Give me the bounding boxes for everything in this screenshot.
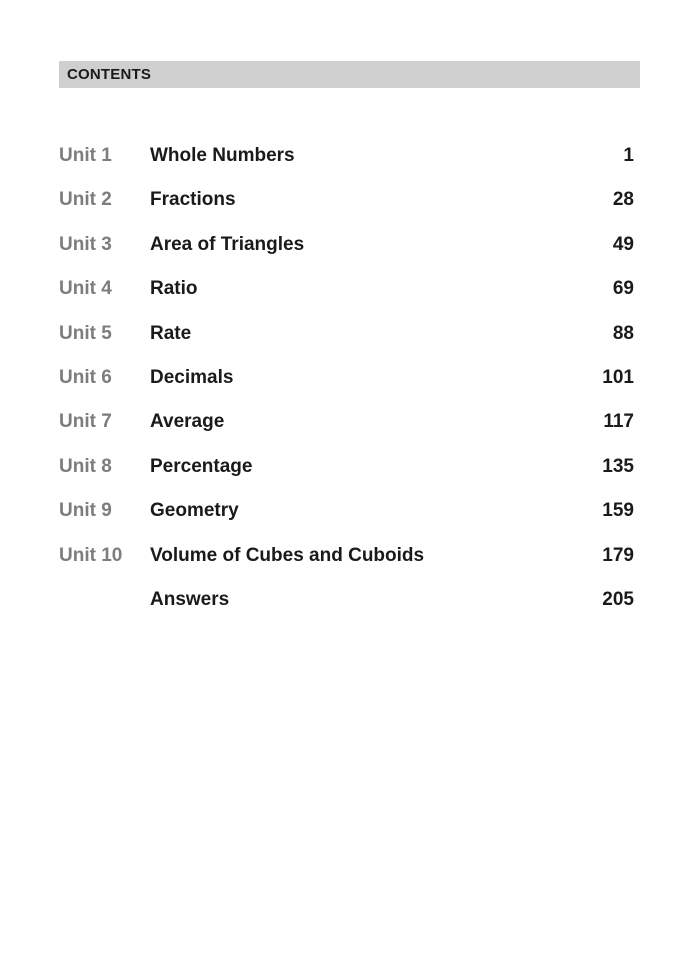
- entry-title: Ratio: [150, 278, 198, 300]
- page-number: 205: [602, 588, 634, 610]
- entry-title: Fractions: [150, 189, 236, 211]
- page-number: 69: [612, 278, 634, 300]
- page-number: 179: [602, 544, 634, 566]
- toc-row-unit-8[interactable]: [59, 452, 634, 496]
- page-number: 88: [612, 322, 634, 344]
- page-number: 101: [602, 366, 634, 388]
- table-of-contents: [59, 141, 634, 629]
- toc-row-unit-5[interactable]: [59, 319, 634, 363]
- entry-title: Decimals: [150, 366, 234, 388]
- unit-label: Unit 6: [59, 366, 112, 388]
- toc-row-unit-10[interactable]: [59, 541, 634, 585]
- toc-row-unit-2[interactable]: [59, 185, 634, 229]
- toc-row-unit-3[interactable]: [59, 230, 634, 274]
- toc-row-answers[interactable]: [59, 585, 634, 629]
- toc-row-unit-1[interactable]: [59, 141, 634, 185]
- page-number: 28: [612, 189, 634, 211]
- page-number: 49: [612, 233, 634, 255]
- contents-header-bar: [59, 61, 640, 88]
- entry-title: Area of Triangles: [150, 233, 305, 255]
- entry-title: Answers: [150, 588, 230, 610]
- unit-label: Unit 2: [59, 189, 112, 211]
- unit-label: Unit 3: [59, 233, 112, 255]
- page-number: 1: [623, 145, 634, 166]
- page-number: 159: [602, 500, 634, 522]
- unit-label: Unit 10: [59, 544, 123, 566]
- page-number: 117: [603, 411, 634, 433]
- page-number: 135: [602, 455, 634, 477]
- entry-title: Whole Numbers: [150, 145, 295, 166]
- entry-title: Volume of Cubes and Cuboids: [150, 544, 425, 566]
- unit-label: Unit 7: [59, 411, 112, 433]
- toc-row-unit-7[interactable]: [59, 407, 634, 451]
- unit-label: Unit 5: [59, 322, 112, 344]
- entry-title: Geometry: [150, 500, 239, 522]
- toc-row-unit-6[interactable]: [59, 363, 634, 407]
- unit-label: Unit 1: [59, 145, 112, 166]
- toc-row-unit-4[interactable]: [59, 274, 634, 318]
- entry-title: Average: [150, 411, 225, 433]
- entry-title: Percentage: [150, 455, 253, 477]
- entry-title: Rate: [150, 322, 192, 344]
- toc-row-unit-9[interactable]: [59, 496, 634, 540]
- unit-label: Unit 9: [59, 500, 112, 522]
- unit-label: Unit 4: [59, 278, 112, 300]
- contents-heading: CONTENTS: [67, 66, 152, 83]
- unit-label: Unit 8: [59, 455, 112, 477]
